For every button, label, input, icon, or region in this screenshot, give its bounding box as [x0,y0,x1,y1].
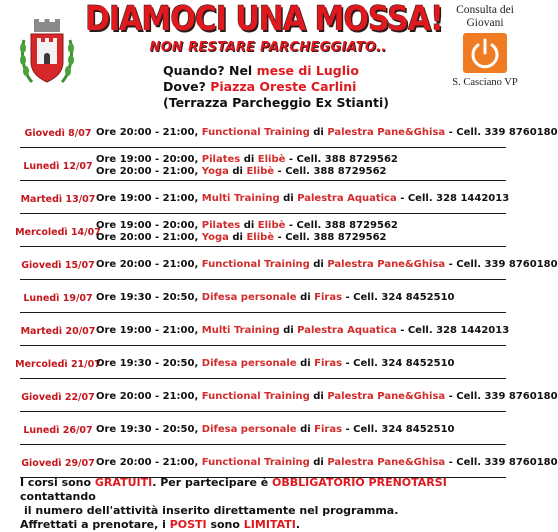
schedule-time: Ore 19:00 - 20:00, [96,220,202,231]
footer-line-1: I corsi sono GRATUITI. Per partecipare è OBBLIGATORIO PRENOTARSI contattando [20,476,447,503]
schedule-time: Ore 19:00 - 21:00, [96,193,202,204]
schedule-di: di [296,292,315,303]
schedule-time: Ore 20:00 - 21:00, [96,259,202,270]
footer-note [20,476,510,532]
schedule-line [96,424,454,436]
schedule-di: di [296,424,315,435]
logo-top-text: Consulta dei Giovani [456,4,514,29]
schedule-time: Ore 19:30 - 20:50, [96,358,202,369]
schedule-activity: Yoga [201,166,229,177]
schedule-line [96,193,509,205]
schedule-row [20,184,510,214]
schedule-activity: Multi Training [201,325,280,336]
schedule-cell: - Cell. 388 8729562 [285,220,398,231]
schedule-gym: Firas [314,424,343,435]
schedule-cell: - Cell. 328 1442013 [396,325,510,336]
schedule-cell: - Cell. 339 8760180 [445,391,558,402]
schedule-gym: Palestra Aquatica [297,193,397,204]
schedule-di: di [279,193,298,204]
footer-line-2: il numero dell'attività inserito direttamente nel programma. [24,504,399,517]
schedule-row [20,316,510,346]
schedule-cell: - Cell. 339 8760180 [445,457,558,468]
schedule-lines [96,349,454,379]
schedule-row [20,415,506,445]
footer-line-3: Affrettati a prenotare, i POSTI sono LIMITATI. [20,518,301,531]
schedule-lines [96,283,454,313]
consulta-logo [448,4,522,88]
schedule-row [20,250,558,280]
power-icon [463,33,507,73]
schedule-cell: - Cell. 339 8760180 [445,127,558,138]
schedule-cell: - Cell. 388 8729562 [285,154,398,165]
schedule-lines [96,415,454,445]
schedule-activity: Difesa personale [201,292,297,303]
schedule-line [96,391,558,403]
schedule-row [20,151,506,181]
schedule-di: di [279,325,298,336]
schedule-row [15,217,506,247]
schedule-time: Ore 20:00 - 21:00, [96,232,202,243]
schedule-row [15,349,506,379]
when-line: Quando? Nel mese di Luglio [163,63,359,78]
schedule-line [96,232,398,244]
municipal-crest-icon [18,18,76,88]
schedule-activity: Pilates [201,154,241,165]
schedule-lines [96,151,398,181]
schedule-cell: - Cell. 328 1442013 [396,193,510,204]
schedule-day: Lunedì 12/07 [23,160,93,172]
schedule-line [96,154,398,166]
schedule-line [96,292,454,304]
schedule-di: di [309,391,328,402]
schedule-cell: - Cell. 388 8729562 [274,166,387,177]
schedule-di: di [240,220,258,231]
schedule-lines [96,316,509,346]
schedule-cell: - Cell. 324 8452510 [342,292,455,303]
schedule-cell: - Cell. 324 8452510 [342,358,455,369]
schedule-time: Ore 20:00 - 21:00, [96,391,202,402]
schedule-row [20,118,558,148]
schedule-row [20,283,506,313]
schedule-activity: Functional Training [201,457,310,468]
schedule-di: di [309,457,328,468]
schedule-cell: - Cell. 388 8729562 [274,232,387,243]
schedule-day: Lunedì 26/07 [23,424,93,436]
schedule-line [96,358,454,370]
schedule-cell: - Cell. 339 8760180 [445,259,558,270]
schedule-di: di [228,166,247,177]
schedule-gym: Elibè [246,232,275,243]
schedule-di: di [240,154,258,165]
schedule-gym: Palestra Aquatica [297,325,397,336]
schedule-row [20,382,558,412]
schedule-row [20,448,558,478]
schedule-time: Ore 20:00 - 21:00, [96,127,202,138]
where-note: (Terrazza Parcheggio Ex Stianti) [163,95,390,110]
schedule-gym: Palestra Pane&Ghisa [327,259,446,270]
schedule-gym: Elibè [257,220,286,231]
schedule-time: Ore 19:00 - 20:00, [96,154,202,165]
schedule-activity: Functional Training [201,259,310,270]
schedule-line [96,220,398,232]
schedule-time: Ore 19:30 - 20:50, [96,424,202,435]
page-title: DIAMOCI UNA MOSSA! [85,0,443,40]
schedule-day: Lunedì 19/07 [23,292,93,304]
schedule-gym: Palestra Pane&Ghisa [327,127,446,138]
schedule-di: di [228,232,247,243]
schedule-day: Mercoledì 21/07 [15,358,101,370]
schedule-day: Martedì 13/07 [20,193,96,205]
schedule-time: Ore 20:00 - 21:00, [96,457,202,468]
schedule-activity: Functional Training [201,391,310,402]
schedule-gym: Palestra Pane&Ghisa [327,391,446,402]
where-line: Dove? Piazza Oreste Carlini [163,79,357,94]
schedule-lines [96,184,509,214]
schedule-gym: Palestra Pane&Ghisa [327,457,446,468]
schedule-di: di [309,259,328,270]
logo-bottom-text: S. Casciano VP [452,77,518,88]
schedule-gym: Elibè [257,154,286,165]
schedule-gym: Firas [314,358,343,369]
schedule-line [96,259,558,271]
schedule-lines [96,118,558,148]
schedule-lines [96,448,558,478]
schedule-day: Giovedì 22/07 [21,391,95,403]
schedule-activity: Multi Training [201,193,280,204]
schedule-line [96,457,558,469]
schedule-day: Martedì 20/07 [20,325,96,337]
schedule-activity: Difesa personale [201,358,297,369]
schedule-day: Giovedì 29/07 [21,457,95,469]
schedule-line [96,325,509,337]
schedule-activity: Difesa personale [201,424,297,435]
schedule-time: Ore 19:00 - 21:00, [96,325,202,336]
schedule-lines [96,250,558,280]
schedule-day: Giovedì 15/07 [21,259,95,271]
schedule-lines [96,382,558,412]
page-subtitle: NON RESTARE PARCHEGGIATO.. [149,40,387,55]
schedule-time: Ore 20:00 - 21:00, [96,166,202,177]
schedule-day: Giovedì 8/07 [24,127,92,139]
schedule-activity: Pilates [201,220,241,231]
schedule-time: Ore 19:30 - 20:50, [96,292,202,303]
schedule-activity: Functional Training [201,127,310,138]
schedule-lines [96,217,398,247]
schedule-line [96,127,558,139]
schedule-di: di [309,127,328,138]
schedule-day: Mercoledì 14/07 [15,226,101,238]
schedule-di: di [296,358,315,369]
schedule-gym: Firas [314,292,343,303]
schedule-gym: Elibè [246,166,275,177]
schedule-line [96,166,398,178]
schedule-activity: Yoga [201,232,229,243]
schedule-cell: - Cell. 324 8452510 [342,424,455,435]
